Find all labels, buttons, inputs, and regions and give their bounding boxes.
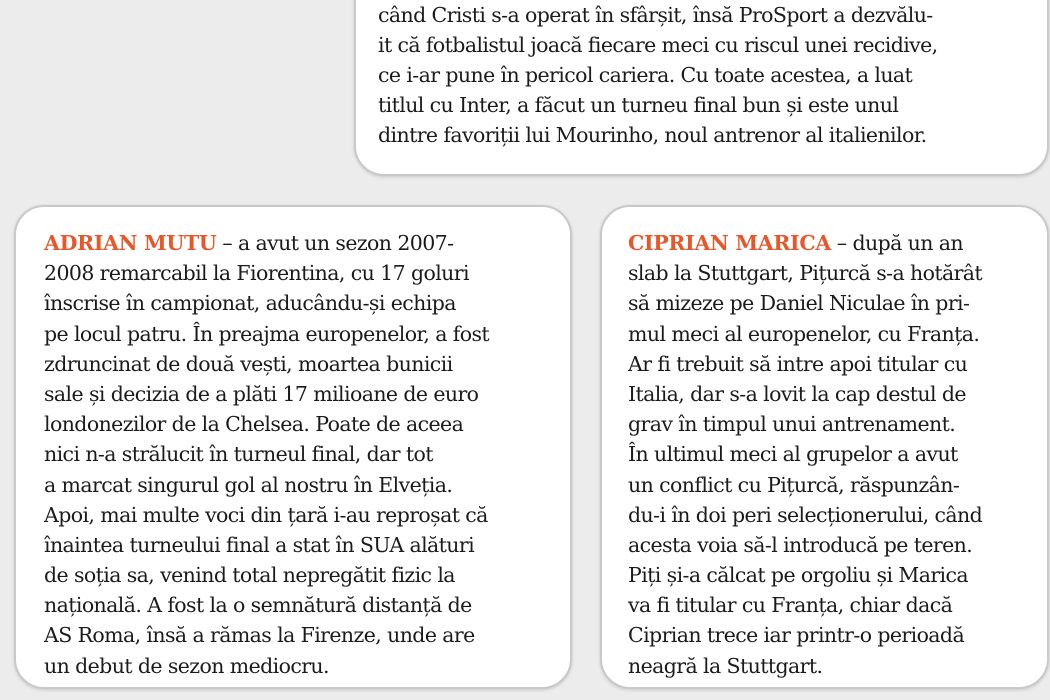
player-name: CIPRIAN MARICA [628, 231, 831, 255]
player-name: ADRIAN MUTU [44, 231, 217, 255]
article-line: Apoi, mai multe voci din țară i-au reproșat că [44, 502, 488, 527]
article-line: londonezilor de la Chelsea. Poate de aceea [44, 412, 464, 437]
article-line: va fi titular cu Franța, chiar dacă [628, 593, 953, 618]
article-line: neagră la Stuttgart. [628, 653, 823, 678]
article-line: grav în timpul unui antrenament. [628, 412, 956, 437]
article-line: să mizeze pe Daniel Niculae în pri- [628, 291, 970, 316]
article-line-rest: – după un an [830, 231, 964, 255]
mutu-article-text [44, 228, 489, 681]
article-line: mul meci al europenelor, cu Franța. [628, 321, 980, 346]
article-line: nici n-a strălucit în turneul final, dar tot [44, 442, 433, 467]
article-line: înscrise în campionat, aducându-și echipa [44, 291, 456, 316]
article-line: un conflict cu Pițurcă, răspunzân- [628, 472, 960, 497]
article-line: Piți și-a călcat pe orgoliu și Marica [628, 563, 968, 588]
article-line: slab la Stuttgart, Pițurcă s-a hotărât [628, 261, 983, 286]
article-line: națională. A fost la o semnătură distanță de [44, 593, 472, 618]
article-line: sale și decizia de a plăti 17 milioane de euro [44, 381, 479, 406]
article-line: de soția sa, venind total nepregătit fizic la [44, 563, 455, 588]
top-article-text [378, 0, 938, 150]
article-line: a marcat singurul gol al nostru în Elveția. [44, 472, 453, 497]
article-line: du-i în doi peri selecționerului, când [628, 502, 983, 527]
article-first-line [44, 228, 489, 258]
article-line: un debut de sezon mediocru. [44, 653, 329, 678]
article-line: pe locul patru. În preajma europenelor, a fost [44, 321, 490, 346]
article-line: Italia, dar s-a lovit la cap destul de [628, 381, 966, 406]
article-line: zdruncinat de două vești, moartea bunicii [44, 351, 453, 376]
article-line: înaintea turneului final a stat în SUA alături [44, 532, 475, 557]
article-line: 2008 remarcabil la Fiorentina, cu 17 goluri [44, 261, 469, 286]
marica-article-text [628, 228, 982, 681]
article-line: dintre favoriții lui Mourinho, noul antrenor al italienilor. [378, 123, 927, 148]
article-line: când Cristi s-a operat în sfârșit, însă ProSport a dezvălu- [378, 2, 933, 27]
article-line: ce i-ar pune în pericol cariera. Cu toate acestea, a luat [378, 62, 913, 87]
article-line: AS Roma, însă a rămas la Firenze, unde are [44, 623, 475, 648]
article-line: acesta voia să-l introducă pe teren. [628, 532, 973, 557]
article-line: titlul cu Inter, a făcut un turneu final bun și este unul [378, 93, 899, 118]
article-line: În ultimul meci al grupelor a avut [628, 442, 958, 467]
article-line: Ciprian trece iar printr-o perioadă [628, 623, 965, 648]
article-line-rest: – a avut un sezon 2007- [216, 231, 454, 255]
article-line: Ar fi trebuit să intre apoi titular cu [628, 351, 968, 376]
article-line: it că fotbalistul joacă fiecare meci cu riscul unei recidive, [378, 32, 938, 57]
article-first-line [628, 228, 982, 258]
